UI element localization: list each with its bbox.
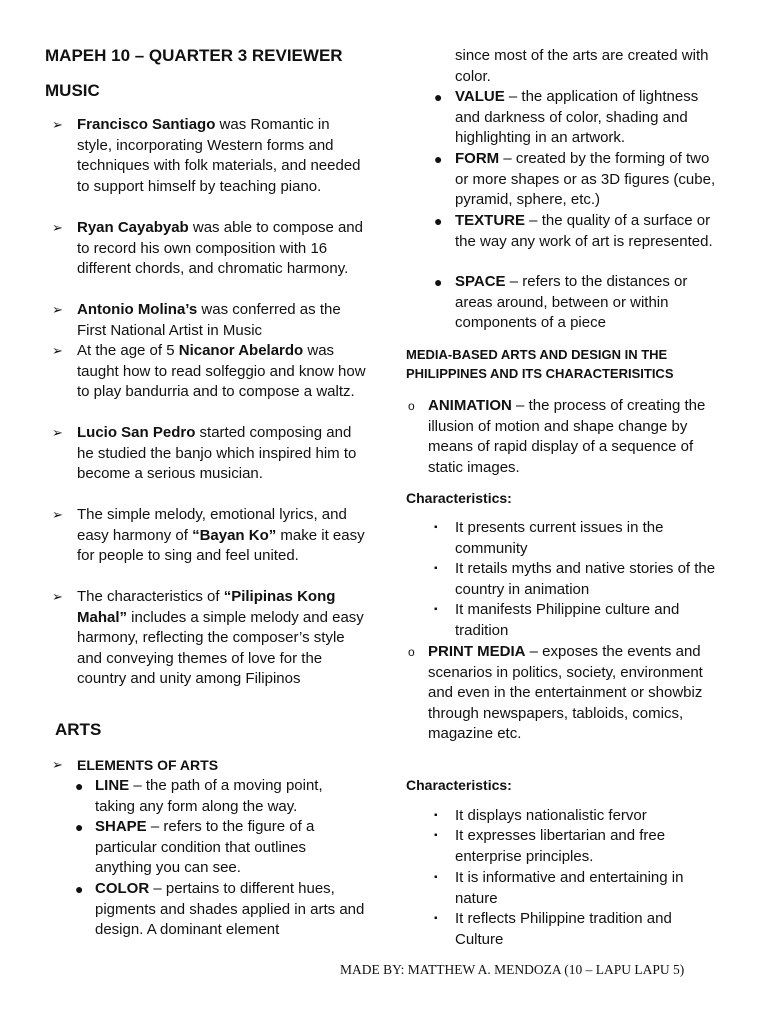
square-bullet-icon: ▪ <box>434 913 438 924</box>
animation-characteristic: It retails myths and native stories of the country in animation <box>455 560 716 598</box>
circle-bullet-icon: o <box>408 399 415 413</box>
music-item: At the age of 5 Nicanor Abelardo was taught how to read solfeggio and know how to play bandurria and to compose a waltz. <box>77 342 366 401</box>
animation-characteristic: It presents current issues in the community <box>455 519 664 557</box>
dot-bullet-icon: ● <box>434 151 443 167</box>
square-bullet-icon: ▪ <box>434 810 438 821</box>
square-bullet-icon: ▪ <box>434 563 438 574</box>
media-heading: MEDIA-BASED ARTS AND DESIGN IN THE PHILIPPINES AND ITS CHARACTERISITICS <box>406 347 674 381</box>
arrow-bullet-icon: ➢ <box>52 117 63 132</box>
animation-item: ANIMATION – the process of creating the illusion of motion and shape change by means of rapid display of a sequence of static images. <box>428 397 706 476</box>
element-item-color: COLOR – pertains to different hues, pigments and shades applied in arts and design. A dominant element <box>95 880 365 939</box>
element-item-line: LINE – the path of a moving point, taking any form along the way. <box>95 777 323 815</box>
arrow-bullet-icon: ➢ <box>52 507 63 522</box>
dot-bullet-icon: ● <box>75 778 84 794</box>
element-item-shape: SHAPE – refers to the figure of a particular condition that outlines anything you can see. <box>95 818 315 877</box>
music-item: Antonio Molina’s was conferred as the First National Artist in Music <box>77 301 341 339</box>
arrow-bullet-icon: ➢ <box>52 757 63 772</box>
square-bullet-icon: ▪ <box>434 830 438 841</box>
characteristics-label: Characteristics: <box>406 777 512 793</box>
footer-credit: MADE BY: MATTHEW A. MENDOZA (10 – LAPU LAPU 5) <box>340 962 685 977</box>
element-item-space: SPACE – refers to the distances or areas around, between or within components of a piece <box>455 273 688 332</box>
characteristics-label: Characteristics: <box>406 490 512 506</box>
print-characteristic: It displays nationalistic fervor <box>455 807 647 824</box>
elements-heading: ELEMENTS OF ARTS <box>77 757 219 773</box>
print-media-item: PRINT MEDIA – exposes the events and scenarios in politics, society, environment and even in the entertainment or showbiz through newspapers, tabloids, comics, magazine etc. <box>428 643 703 743</box>
music-item: Ryan Cayabyab was able to compose and to record his own composition with 16 different chords, and chromatic harmony. <box>77 219 363 278</box>
square-bullet-icon: ▪ <box>434 604 438 615</box>
music-item: The simple melody, emotional lyrics, and easy harmony of “Bayan Ko” make it easy for people to sing and feel united. <box>77 506 365 565</box>
arrow-bullet-icon: ➢ <box>52 343 63 358</box>
element-item-form: FORM – created by the forming of two or more shapes or as 3D figures (cube, pyramid, sphere, etc.) <box>455 150 716 209</box>
music-item: Lucio San Pedro started composing and he studied the banjo which inspired him to become a serious musician. <box>77 424 357 483</box>
square-bullet-icon: ▪ <box>434 872 438 883</box>
animation-characteristic: It manifests Philippine culture and tradition <box>455 601 680 639</box>
dot-bullet-icon: ● <box>75 881 84 897</box>
print-characteristic: It reflects Philippine tradition and Culture <box>455 910 672 948</box>
element-item-value: VALUE – the application of lightness and darkness of color, shading and highlighting in an artwork. <box>455 88 699 147</box>
dot-bullet-icon: ● <box>434 89 443 105</box>
music-heading: MUSIC <box>45 81 100 100</box>
element-item-texture: TEXTURE – the quality of a surface or the way any work of art is represented. <box>455 212 713 250</box>
arrow-bullet-icon: ➢ <box>52 589 63 604</box>
print-characteristic: It expresses libertarian and free enterprise principles. <box>455 827 666 865</box>
element-item-color-continued: since most of the arts are created with color. <box>455 47 709 85</box>
dot-bullet-icon: ● <box>434 213 443 229</box>
circle-bullet-icon: o <box>408 645 415 659</box>
square-bullet-icon: ▪ <box>434 522 438 533</box>
arrow-bullet-icon: ➢ <box>52 302 63 317</box>
music-item: Francisco Santiago was Romantic in style, incorporating Western forms and techniques with folk materials, and needed to support himself by teaching piano. <box>77 116 361 195</box>
music-item: The characteristics of “Pilipinas Kong Mahal” includes a simple melody and easy harmony, reflecting the composer’s style and conveying themes of love for the country and unity among Filipinos <box>77 588 364 688</box>
dot-bullet-icon: ● <box>75 819 84 835</box>
arrow-bullet-icon: ➢ <box>52 425 63 440</box>
page-title: MAPEH 10 – QUARTER 3 REVIEWER <box>45 46 343 65</box>
arrow-bullet-icon: ➢ <box>52 220 63 235</box>
print-characteristic: It is informative and entertaining in nature <box>455 869 684 907</box>
arts-heading: ARTS <box>55 720 102 739</box>
dot-bullet-icon: ● <box>434 274 443 290</box>
